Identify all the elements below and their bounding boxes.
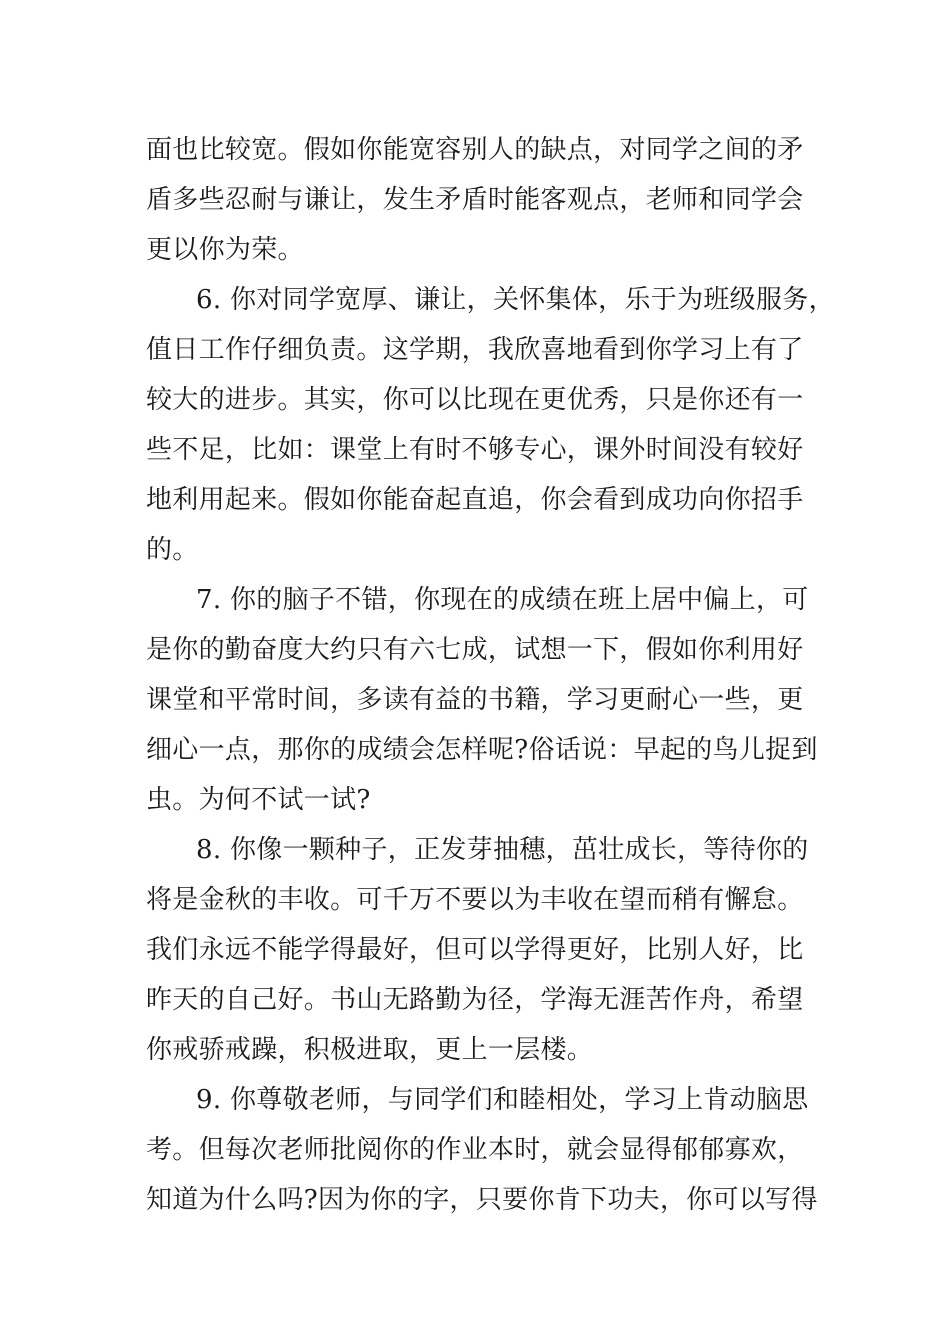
paragraph-8-first-line: 8. 你像一颗种子，正发芽抽穗，茁壮成长，等待你的	[196, 835, 809, 865]
text-line: 地利用起来。假如你能奋起直追，你会看到成功向你招手	[146, 485, 804, 515]
paragraph-9-first-line: 9. 你尊敬老师，与同学们和睦相处，学习上肯动脑思	[196, 1085, 809, 1115]
text-line: 盾多些忍耐与谦让，发生矛盾时能客观点，老师和同学会	[146, 185, 804, 215]
text-line: 将是金秋的丰收。可千万不要以为丰收在望而稍有懈怠。	[146, 885, 804, 915]
text-line: 是你的勤奋度大约只有六七成，试想一下，假如你利用好	[146, 635, 804, 665]
text-line: 虫。为何不试一试?	[146, 785, 371, 815]
text-line: 值日工作仔细负责。这学期，我欣喜地看到你学习上有了	[146, 335, 804, 365]
text-line: 些不足，比如：课堂上有时不够专心，课外时间没有较好	[146, 435, 804, 465]
text-line: 较大的进步。其实，你可以比现在更优秀，只是你还有一	[146, 385, 804, 415]
text-line: 的。	[146, 535, 199, 565]
text-line: 你戒骄戒躁，积极进取，更上一层楼。	[146, 1035, 594, 1065]
text-line: 细心一点，那你的成绩会怎样呢?俗话说：早起的鸟儿捉到	[146, 735, 818, 765]
text-line: 更以你为荣。	[146, 235, 304, 265]
text-line: 面也比较宽。假如你能宽容别人的缺点，对同学之间的矛	[146, 135, 804, 165]
text-line: 昨天的自己好。书山无路勤为径，学海无涯苦作舟，希望	[146, 985, 804, 1015]
text-line: 课堂和平常时间，多读有益的书籍，学习更耐心一些，更	[146, 685, 804, 715]
text-line: 我们永远不能学得最好，但可以学得更好，比别人好，比	[146, 935, 804, 965]
text-line: 知道为什么吗?因为你的字，只要你肯下功夫，你可以写得	[146, 1185, 818, 1215]
text-line: 考。但每次老师批阅你的作业本时，就会显得郁郁寡欢，	[146, 1135, 804, 1165]
paragraph-6-first-line: 6. 你对同学宽厚、谦让，关怀集体，乐于为班级服务，	[196, 285, 835, 315]
paragraph-7-first-line: 7. 你的脑子不错，你现在的成绩在班上居中偏上，可	[196, 585, 809, 615]
